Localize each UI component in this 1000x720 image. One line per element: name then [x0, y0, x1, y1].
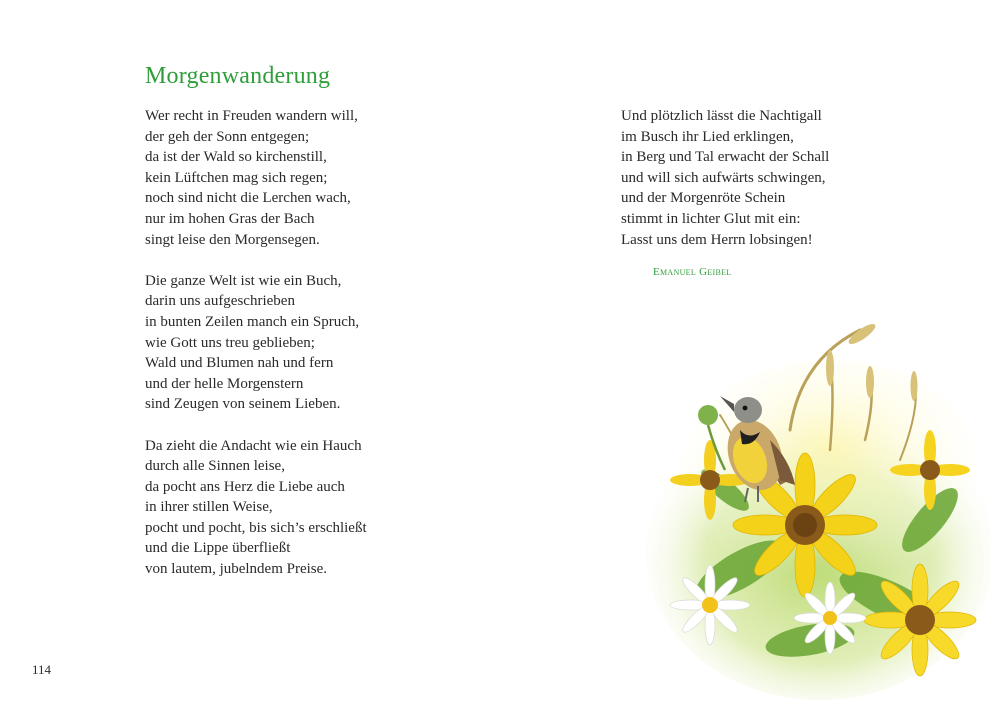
poem-line: der geh der Sonn entgegen;: [145, 128, 310, 145]
poem-line: nur im hohen Gras der Bach: [145, 210, 315, 227]
poem-line: in Berg und Tal erwacht der Schall: [621, 149, 830, 166]
poem-line: da ist der Wald so kirchenstill,: [145, 149, 327, 166]
poem-line: singt leise den Morgensegen.: [145, 231, 320, 248]
poem-line: Wer recht in Freuden wandern will,: [145, 108, 358, 124]
poem-line: Lasst uns dem Herrn lobsingen!: [621, 231, 813, 248]
poem-line: von lautem, jubelndem Preise.: [145, 561, 328, 578]
bird-sunflower-illustration: [630, 320, 990, 710]
poem-line: Da zieht die Andacht wie ein Hauch: [145, 437, 362, 454]
stanza-3: [145, 436, 445, 580]
poem-line: darin uns aufgeschrieben: [145, 293, 295, 310]
poem-line: sind Zeugen von seinem Lieben.: [145, 396, 341, 413]
poem-line: und die Lippe überfließt: [145, 540, 291, 557]
poem-line: stimmt in lichter Glut mit ein:: [621, 210, 801, 227]
poem-line: Die ganze Welt ist wie ein Buch,: [145, 272, 342, 289]
page-number: 114: [32, 662, 52, 677]
poem-line: Und plötzlich lässt die Nachtigall: [621, 108, 822, 124]
poem-line: noch sind nicht die Lerchen wach,: [145, 190, 351, 207]
poem-line: kein Lüftchen mag sich regen;: [145, 169, 328, 186]
poem-column-right: [621, 106, 921, 271]
poem-line: in ihrer stillen Weise,: [145, 499, 273, 516]
poem-line: wie Gott uns treu geblieben;: [145, 334, 315, 351]
poem-line: im Busch ihr Lied erklingen,: [621, 128, 794, 145]
poem-line: durch alle Sinnen leise,: [145, 458, 285, 475]
poem-title: Morgenwanderung: [145, 63, 331, 89]
stanza-2: [145, 271, 445, 415]
poem-line: pocht und pocht, bis sich’s erschließt: [145, 519, 367, 536]
poem-line: und will sich aufwärts schwingen,: [621, 169, 826, 186]
poem-column-left: [145, 106, 445, 600]
stanza-4: [621, 106, 921, 250]
stanza-1: [145, 106, 445, 250]
poem-line: da pocht ans Herz die Liebe auch: [145, 478, 345, 495]
poem-line: Wald und Blumen nah und fern: [145, 355, 334, 372]
poem-line: und der Morgenröte Schein: [621, 190, 786, 207]
poem-line: und der helle Morgenstern: [145, 375, 304, 392]
poem-line: in bunten Zeilen manch ein Spruch,: [145, 313, 360, 330]
poem-author: Emanuel Geibel: [653, 266, 732, 278]
